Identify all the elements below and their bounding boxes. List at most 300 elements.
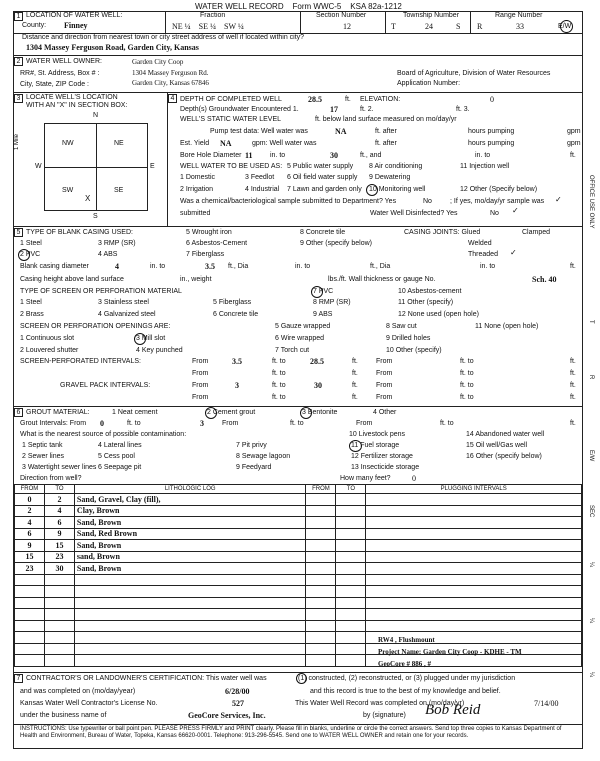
grout-from-value: 0	[100, 419, 104, 428]
by-signature-label: by (signature)	[363, 712, 406, 719]
contam-8: 8 Sewage lagoon	[236, 453, 291, 460]
groundwater-label: Depth(s) Groundwater Encountered 1.	[180, 106, 299, 113]
blank-in-to: in. to	[150, 263, 166, 270]
depth-label: DEPTH OF COMPLETED WELL	[180, 96, 282, 103]
contam-fuel-circle	[349, 440, 362, 452]
plug-interval	[366, 505, 582, 517]
fraction-3: SW	[224, 22, 236, 31]
disinfected-label: Water Well Disinfected? Yes	[370, 210, 458, 217]
screen-to-2: ft. to	[460, 358, 474, 365]
screen-from-2: From	[376, 358, 393, 365]
screen-from-value: 3.5	[232, 357, 242, 366]
screen-ft-1: ft.	[352, 358, 358, 365]
contam-12: 12 Fertilizer storage	[351, 453, 413, 460]
log-header-to: TO	[44, 485, 74, 494]
use-4: 4 Industrial	[245, 186, 280, 193]
well-x-mark: X	[85, 194, 91, 203]
log-desc: Sand, Brown	[74, 540, 306, 552]
elevation-label: ELEVATION:	[360, 96, 401, 103]
grout-intervals-label: Grout Intervals: From	[20, 420, 87, 427]
plug-interval	[366, 517, 582, 529]
opening-6: 6 Wire wrapped	[275, 335, 325, 342]
blank-in-to-3: in. to	[480, 263, 496, 270]
log-note-1: RW4 , Flushmount	[378, 636, 435, 644]
use-10: 10 Monitoring well	[369, 186, 426, 193]
county-value: Finney	[64, 21, 88, 30]
compass-w: W	[35, 163, 42, 170]
board-label: Board of Agriculture, Division of Water Resources	[397, 70, 551, 77]
section-3-number: 3	[14, 94, 23, 103]
contam-10: 10 Livestock pens	[349, 431, 406, 438]
opening-5: 5 Gauze wrapped	[275, 323, 331, 330]
screen-5: 5 Fiberglass	[213, 299, 252, 306]
submitted-label: submitted	[180, 210, 211, 217]
use-5: 5 Public water supply	[287, 163, 354, 170]
divider	[470, 12, 471, 33]
screen-11: 11 Other (specify)	[398, 299, 454, 306]
height-lbs: lbs./ft. Wall thickness or gauge No.	[328, 276, 436, 283]
casing-4: 4 ABS	[98, 251, 118, 258]
lithologic-log-table	[14, 484, 582, 667]
township-value: 24	[425, 22, 433, 31]
casing-3: 3 RMP (SR)	[98, 240, 136, 247]
blank-ft-dia-2: ft., Dia	[370, 263, 391, 270]
grout-3: 3 Bentonite	[302, 409, 338, 416]
plug-interval	[366, 528, 582, 540]
completed-value: 6/28/00	[225, 687, 250, 696]
gravel-from-2: From	[376, 382, 393, 389]
log-desc: Sand, Brown	[74, 517, 306, 529]
screen-7: 7 PVC	[313, 288, 334, 295]
groundwater-2-label: ft. 2.	[360, 106, 374, 113]
range-ew: E/W	[558, 23, 572, 30]
sidebar-ew: E/W	[588, 450, 594, 462]
contam-13: 13 Insecticide storage	[351, 464, 420, 471]
log-header-plug-from: FROM	[306, 485, 336, 494]
blank-dia-label: Blank casing diameter	[20, 263, 89, 270]
divider	[13, 724, 583, 725]
s3-label-2: WITH AN "X" IN SECTION BOX:	[26, 102, 128, 109]
gravel-label: GRAVEL PACK INTERVALS:	[60, 382, 151, 389]
contam-15: 15 Oil well/Gas well	[466, 442, 528, 449]
log-from: 2	[15, 505, 45, 517]
section-6-number: 6	[14, 408, 23, 417]
sidebar-r: R	[588, 375, 594, 380]
contam-14: 14 Abandoned water well	[466, 431, 545, 438]
screen-pvc-circle	[311, 286, 323, 298]
static-label: WELL'S STATIC WATER LEVEL	[180, 116, 282, 123]
opening-2: 2 Louvered shutter	[20, 347, 79, 354]
s1-label: LOCATION OF WATER WELL:	[26, 12, 123, 19]
opening-9: 9 Drilled holes	[386, 335, 431, 342]
compass-e: E	[150, 163, 155, 170]
county-label: County:	[22, 22, 47, 29]
plug-to	[336, 563, 366, 575]
log-desc: Sand, Red Brown	[74, 528, 306, 540]
fraction-1: NE	[172, 22, 183, 31]
sch-value: Sch. 40	[532, 275, 557, 284]
plug-from	[306, 517, 336, 529]
divider	[13, 55, 583, 56]
s3-label-1: LOCATE WELL'S LOCATION	[26, 94, 118, 101]
joints-clamped: Clamped	[522, 229, 551, 236]
contam-2: 2 Sewer lines	[22, 453, 65, 460]
table-row	[15, 505, 582, 517]
pump-after: ft. after	[375, 128, 397, 135]
log-to: 6	[44, 517, 74, 529]
height-weight: in., weight	[180, 276, 212, 283]
yield-label: Est. Yield	[180, 140, 210, 147]
contam-11: 11 Fuel storage	[351, 442, 400, 449]
log-desc: Clay, Brown	[74, 505, 306, 517]
sidebar-q2: ¼	[588, 618, 594, 624]
fraction-2: SE	[198, 22, 209, 31]
screen-10: 10 Asbestos-cement	[398, 288, 462, 295]
use-7: 7 Lawn and garden only	[287, 186, 362, 193]
log-from: 4	[15, 517, 45, 529]
table-row	[15, 574, 582, 586]
blank-dia-value: 4	[115, 262, 119, 271]
table-row	[15, 655, 582, 667]
blank-ft-dia: ft., Dia	[228, 263, 249, 270]
gravel-to-3: ft. to	[272, 394, 286, 401]
height-label: Casing height above land surface	[20, 276, 124, 283]
grout-to-label: ft. to	[127, 420, 141, 427]
pump-value: NA	[335, 127, 347, 136]
license-value: 527	[232, 699, 244, 708]
compass-n: N	[93, 112, 99, 119]
quad-sw: SW	[62, 187, 74, 194]
disinfected-check: ✓	[512, 206, 519, 215]
owner-value: Garden City Coop	[132, 58, 184, 66]
chem-rest: ; If yes, mo/day/yr sample was	[450, 198, 545, 205]
gravel-from-label: From	[192, 382, 209, 389]
plug-interval	[366, 494, 582, 506]
screen-to-4: ft. to	[460, 370, 474, 377]
completed-label: and was completed on (mo/day/year)	[20, 688, 136, 695]
use-12: 12 Other (Specify below)	[460, 186, 538, 193]
city-value: Garden City, Kansas 67846	[132, 79, 209, 87]
log-header-plugging: PLUGGING INTERVALS	[366, 485, 582, 494]
table-row	[15, 528, 582, 540]
log-header-from: FROM	[15, 485, 45, 494]
divider	[165, 12, 166, 33]
bore-in-to: in. to	[270, 152, 286, 159]
business-label: under the business name of	[20, 712, 107, 719]
contam-6: 6 Seepage pit	[98, 464, 142, 471]
plug-to	[336, 540, 366, 552]
divider	[13, 226, 583, 227]
static-rest: ft. below land surface measured on mo/day/yr	[315, 116, 457, 123]
range-r: R	[477, 22, 483, 31]
depth-value: 28.5	[308, 95, 322, 104]
threaded-check: ✓	[510, 248, 517, 257]
table-row	[15, 563, 582, 575]
screen-2: 2 Brass	[20, 311, 44, 318]
pump-label: Pump test data: Well water was	[210, 128, 308, 135]
opening-11: 11 None (open hole)	[475, 323, 539, 330]
pump-hours: hours pumping	[468, 128, 515, 135]
openings-label: SCREEN OR PERFORATION OPENINGS ARE:	[20, 323, 171, 330]
screen-type-label: TYPE OF SCREEN OR PERFORATION MATERIAL	[20, 288, 182, 295]
bore-in-to-2: in. to	[475, 152, 491, 159]
opening-3: 3 Mill slot	[136, 335, 166, 342]
divider	[300, 12, 301, 33]
opening-8: 8 Saw cut	[386, 323, 417, 330]
grout-cement-circle	[205, 407, 217, 419]
quad-ne: NE	[114, 140, 124, 147]
sidebar-q3: ¼	[588, 672, 594, 678]
yield-hours: hours pumping	[468, 140, 515, 147]
groundwater-1-value: 17	[330, 105, 338, 114]
office-use-only: OFFICE USE ONLY	[588, 175, 594, 229]
grout-bentonite-circle	[300, 407, 312, 419]
grout-to-2: ft. to	[290, 420, 304, 427]
quarter-1: ¼	[184, 22, 191, 31]
plug-from	[306, 528, 336, 540]
log-header-lithologic: LITHOLOGIC LOG	[74, 485, 306, 494]
log-to: 9	[44, 528, 74, 540]
license-label: Kansas Water Well Contractor's License No.	[20, 700, 158, 707]
quad-se: SE	[114, 187, 124, 194]
section-4-number: 4	[168, 94, 177, 103]
plug-from	[306, 505, 336, 517]
casing-5: 5 Wrought iron	[186, 229, 232, 236]
record-date: 7/14/00	[534, 699, 559, 708]
log-desc: Sand, Gravel, Clay (fill),	[74, 494, 306, 506]
plug-to	[336, 494, 366, 506]
yield-gpm: gpm: Well water was	[252, 140, 317, 147]
screen-6: 6 Concrete tile	[213, 311, 259, 318]
blank-to-value: 3.5	[205, 262, 215, 271]
plug-to	[336, 505, 366, 517]
plug-from	[306, 540, 336, 552]
screen-intervals-label: SCREEN-PERFORATED INTERVALS:	[20, 358, 141, 365]
opening-7: 7 Torch cut	[275, 347, 310, 354]
log-desc: sand, Brown	[74, 551, 306, 563]
screen-8: 8 RMP (SR)	[313, 299, 351, 306]
grout-4: 4 Other	[373, 409, 397, 416]
table-row	[15, 632, 582, 644]
section-value: 12	[343, 22, 351, 31]
log-to: 23	[44, 551, 74, 563]
true-label: and this record is true to the best of my knowledge and belief.	[310, 688, 501, 695]
grout-from-3: From	[356, 420, 373, 427]
mile-label: 1 Mile	[14, 133, 20, 150]
form-title	[195, 2, 402, 11]
form-number: Form WWC-5	[292, 2, 342, 11]
log-from: 23	[15, 563, 45, 575]
use-9: 9 Dewatering	[369, 174, 411, 181]
grout-label: GROUT MATERIAL:	[26, 409, 90, 416]
bore-to-value: 30	[330, 151, 338, 160]
range-value: 33	[516, 22, 524, 31]
section-5-number: 5	[14, 228, 23, 237]
casing-1: 1 Steel	[20, 240, 42, 247]
joints-welded: Welded	[468, 240, 492, 247]
use-3: 3 Feedlot	[245, 174, 275, 181]
screen-to-label: ft. to	[272, 358, 286, 365]
disinfected-no: No	[490, 210, 499, 217]
grout-to-3: ft. to	[440, 420, 454, 427]
casing-label: TYPE OF BLANK CASING USED:	[26, 229, 133, 236]
yield-after: ft. after	[375, 140, 397, 147]
divider	[167, 92, 168, 226]
opening-1: 1 Continuous slot	[20, 335, 75, 342]
gravel-to-label: ft. to	[272, 382, 286, 389]
blank-ft: ft.	[570, 263, 576, 270]
section-box-hline	[44, 167, 148, 168]
screen-ft-3: ft.	[352, 370, 358, 377]
sidebar-sec: SEC	[588, 505, 594, 518]
screen-1: 1 Steel	[20, 299, 42, 306]
log-from: 15	[15, 551, 45, 563]
gravel-to-4: ft. to	[460, 394, 474, 401]
table-row	[15, 540, 582, 552]
township-t: T	[391, 22, 396, 31]
screen-12: 12 None used (open hole)	[398, 311, 479, 318]
quarter-3: ¼	[237, 22, 244, 31]
log-to: 15	[44, 540, 74, 552]
rr-label: RR#, St. Address, Box # :	[20, 70, 100, 77]
range-w-circle	[560, 20, 573, 33]
chem-label: Was a chemical/bacteriological sample submitted to Department? Yes	[180, 198, 397, 205]
gravel-from-value: 3	[235, 381, 239, 390]
log-note-2: Project Name: Garden City Coop - KDHE - TM	[378, 648, 522, 656]
log-to: 2	[44, 494, 74, 506]
screen-3: 3 Stainless steel	[98, 299, 149, 306]
casing-9: 9 Other (specify below)	[300, 240, 372, 247]
table-row	[15, 517, 582, 529]
how-many-label: How many feet?	[340, 475, 391, 482]
bore-value: 11	[245, 151, 253, 160]
plug-from	[306, 551, 336, 563]
compass-s: S	[93, 213, 98, 220]
screen-9: 9 ABS	[313, 311, 333, 318]
distance-label: Distance and direction from nearest town or city street address of well if located within city?	[22, 34, 305, 41]
use-11: 11 Injection well	[460, 163, 510, 170]
direction-label: Direction from well?	[20, 475, 82, 482]
casing-8: 8 Concrete tile	[300, 229, 346, 236]
cert-constructed-circle	[296, 673, 307, 684]
opening-mill-slot-circle	[134, 333, 146, 345]
plug-to	[336, 528, 366, 540]
form-ksa: KSA 82a-1212	[350, 2, 402, 11]
contam-1: 1 Septic tank	[22, 442, 63, 449]
blank-in-to-2: in. to	[295, 263, 311, 270]
chem-no: No	[423, 198, 432, 205]
contam-3: 3 Watertight sewer lines	[22, 464, 97, 471]
log-header-plug-to: TO	[336, 485, 366, 494]
address-value: 1304 Massey Ferguson Rd.	[132, 69, 209, 77]
screen-ft-4: ft.	[570, 370, 576, 377]
section-2-number: 2	[14, 57, 23, 66]
gravel-from-3: From	[192, 394, 209, 401]
joints-threaded: Threaded	[468, 251, 498, 258]
township-s: S	[456, 22, 461, 31]
joints-label: CASING JOINTS: Glued	[404, 229, 481, 236]
screen-to-value: 28.5	[310, 357, 324, 366]
gravel-ft-2: ft.	[570, 382, 576, 389]
casing-pvc-circle	[18, 249, 30, 261]
gravel-ft-4: ft.	[570, 394, 576, 401]
divider	[13, 92, 583, 93]
screen-ft-2: ft.	[570, 358, 576, 365]
log-to: 30	[44, 563, 74, 575]
fraction-values	[172, 22, 244, 31]
plug-from	[306, 563, 336, 575]
gravel-from-4: From	[376, 394, 393, 401]
table-row	[15, 609, 582, 621]
yield-value: NA	[220, 139, 232, 148]
business-value: GeoCore Services, Inc.	[188, 711, 266, 720]
table-row	[15, 494, 582, 506]
gravel-ft-3: ft.	[352, 394, 358, 401]
use-label: WELL WATER TO BE USED AS:	[180, 163, 283, 170]
divider	[385, 12, 386, 33]
screen-from-label: From	[192, 358, 209, 365]
gravel-to-value: 30	[314, 381, 322, 390]
table-row	[15, 586, 582, 598]
sidebar-t: T	[588, 320, 594, 324]
screen-4: 4 Galvanized steel	[98, 311, 156, 318]
divider	[13, 406, 583, 407]
casing-2: 2 PVC	[20, 251, 41, 258]
signature: Bob Reid	[425, 702, 481, 718]
groundwater-3-label: ft. 3.	[456, 106, 470, 113]
bore-ft-and: ft., and	[360, 152, 382, 159]
table-row	[15, 597, 582, 609]
township-label: Township Number	[403, 12, 460, 19]
log-note-3: GeoCore # 886 , #	[378, 660, 431, 668]
use-6: 6 Oil field water supply	[287, 174, 358, 181]
casing-7: 7 Fiberglass	[186, 251, 225, 258]
use-10-circle	[366, 184, 378, 196]
how-many-value: 0	[412, 474, 416, 483]
application-label: Application Number:	[397, 80, 461, 87]
range-label: Range Number	[495, 12, 543, 19]
distance-value: 1304 Massey Ferguson Road, Garden City, Kansas	[26, 43, 199, 52]
screen-to-3: ft. to	[272, 370, 286, 377]
elevation-value: 0	[490, 95, 494, 104]
casing-6: 6 Asbestos-Cement	[186, 240, 248, 247]
gravel-to-2: ft. to	[460, 382, 474, 389]
sidebar-q1: ¼	[588, 562, 594, 568]
use-8: 8 Air conditioning	[369, 163, 423, 170]
contam-9: 9 Feedyard	[236, 464, 272, 471]
instructions: INSTRUCTIONS: Use typewriter or ball point pen. PLEASE PRESS FIRMLY and PRINT clearly. Please fill in blanks, underline or circle the correct answers. Send top three copies to Kansas Department of Health and Environment, Bureau of Water, Topeka, Kansas 66620-0001. Telephone: 913-296-5545. Send one to WATER WELL OWNER and retain one for your records.	[20, 726, 562, 739]
log-from: 0	[15, 494, 45, 506]
plug-to	[336, 551, 366, 563]
log-from: 6	[15, 528, 45, 540]
use-1: 1 Domestic	[180, 174, 216, 181]
log-from: 9	[15, 540, 45, 552]
contam-4: 4 Lateral lines	[98, 442, 142, 449]
log-header-row	[15, 485, 582, 494]
contam-5: 5 Cess pool	[98, 453, 135, 460]
screen-from-3: From	[192, 370, 209, 377]
grout-2: 2 Cement grout	[207, 409, 256, 416]
log-to: 4	[44, 505, 74, 517]
contam-label: What is the nearest source of possible contamination:	[20, 431, 187, 438]
table-row	[15, 551, 582, 563]
depth-ft: ft.	[345, 96, 351, 103]
plug-interval	[366, 540, 582, 552]
section-label: Section Number	[316, 12, 367, 19]
bore-ft: ft.	[570, 152, 576, 159]
yield-gpm-2: gpm	[567, 140, 581, 147]
contam-7: 7 Pit privy	[236, 442, 267, 449]
